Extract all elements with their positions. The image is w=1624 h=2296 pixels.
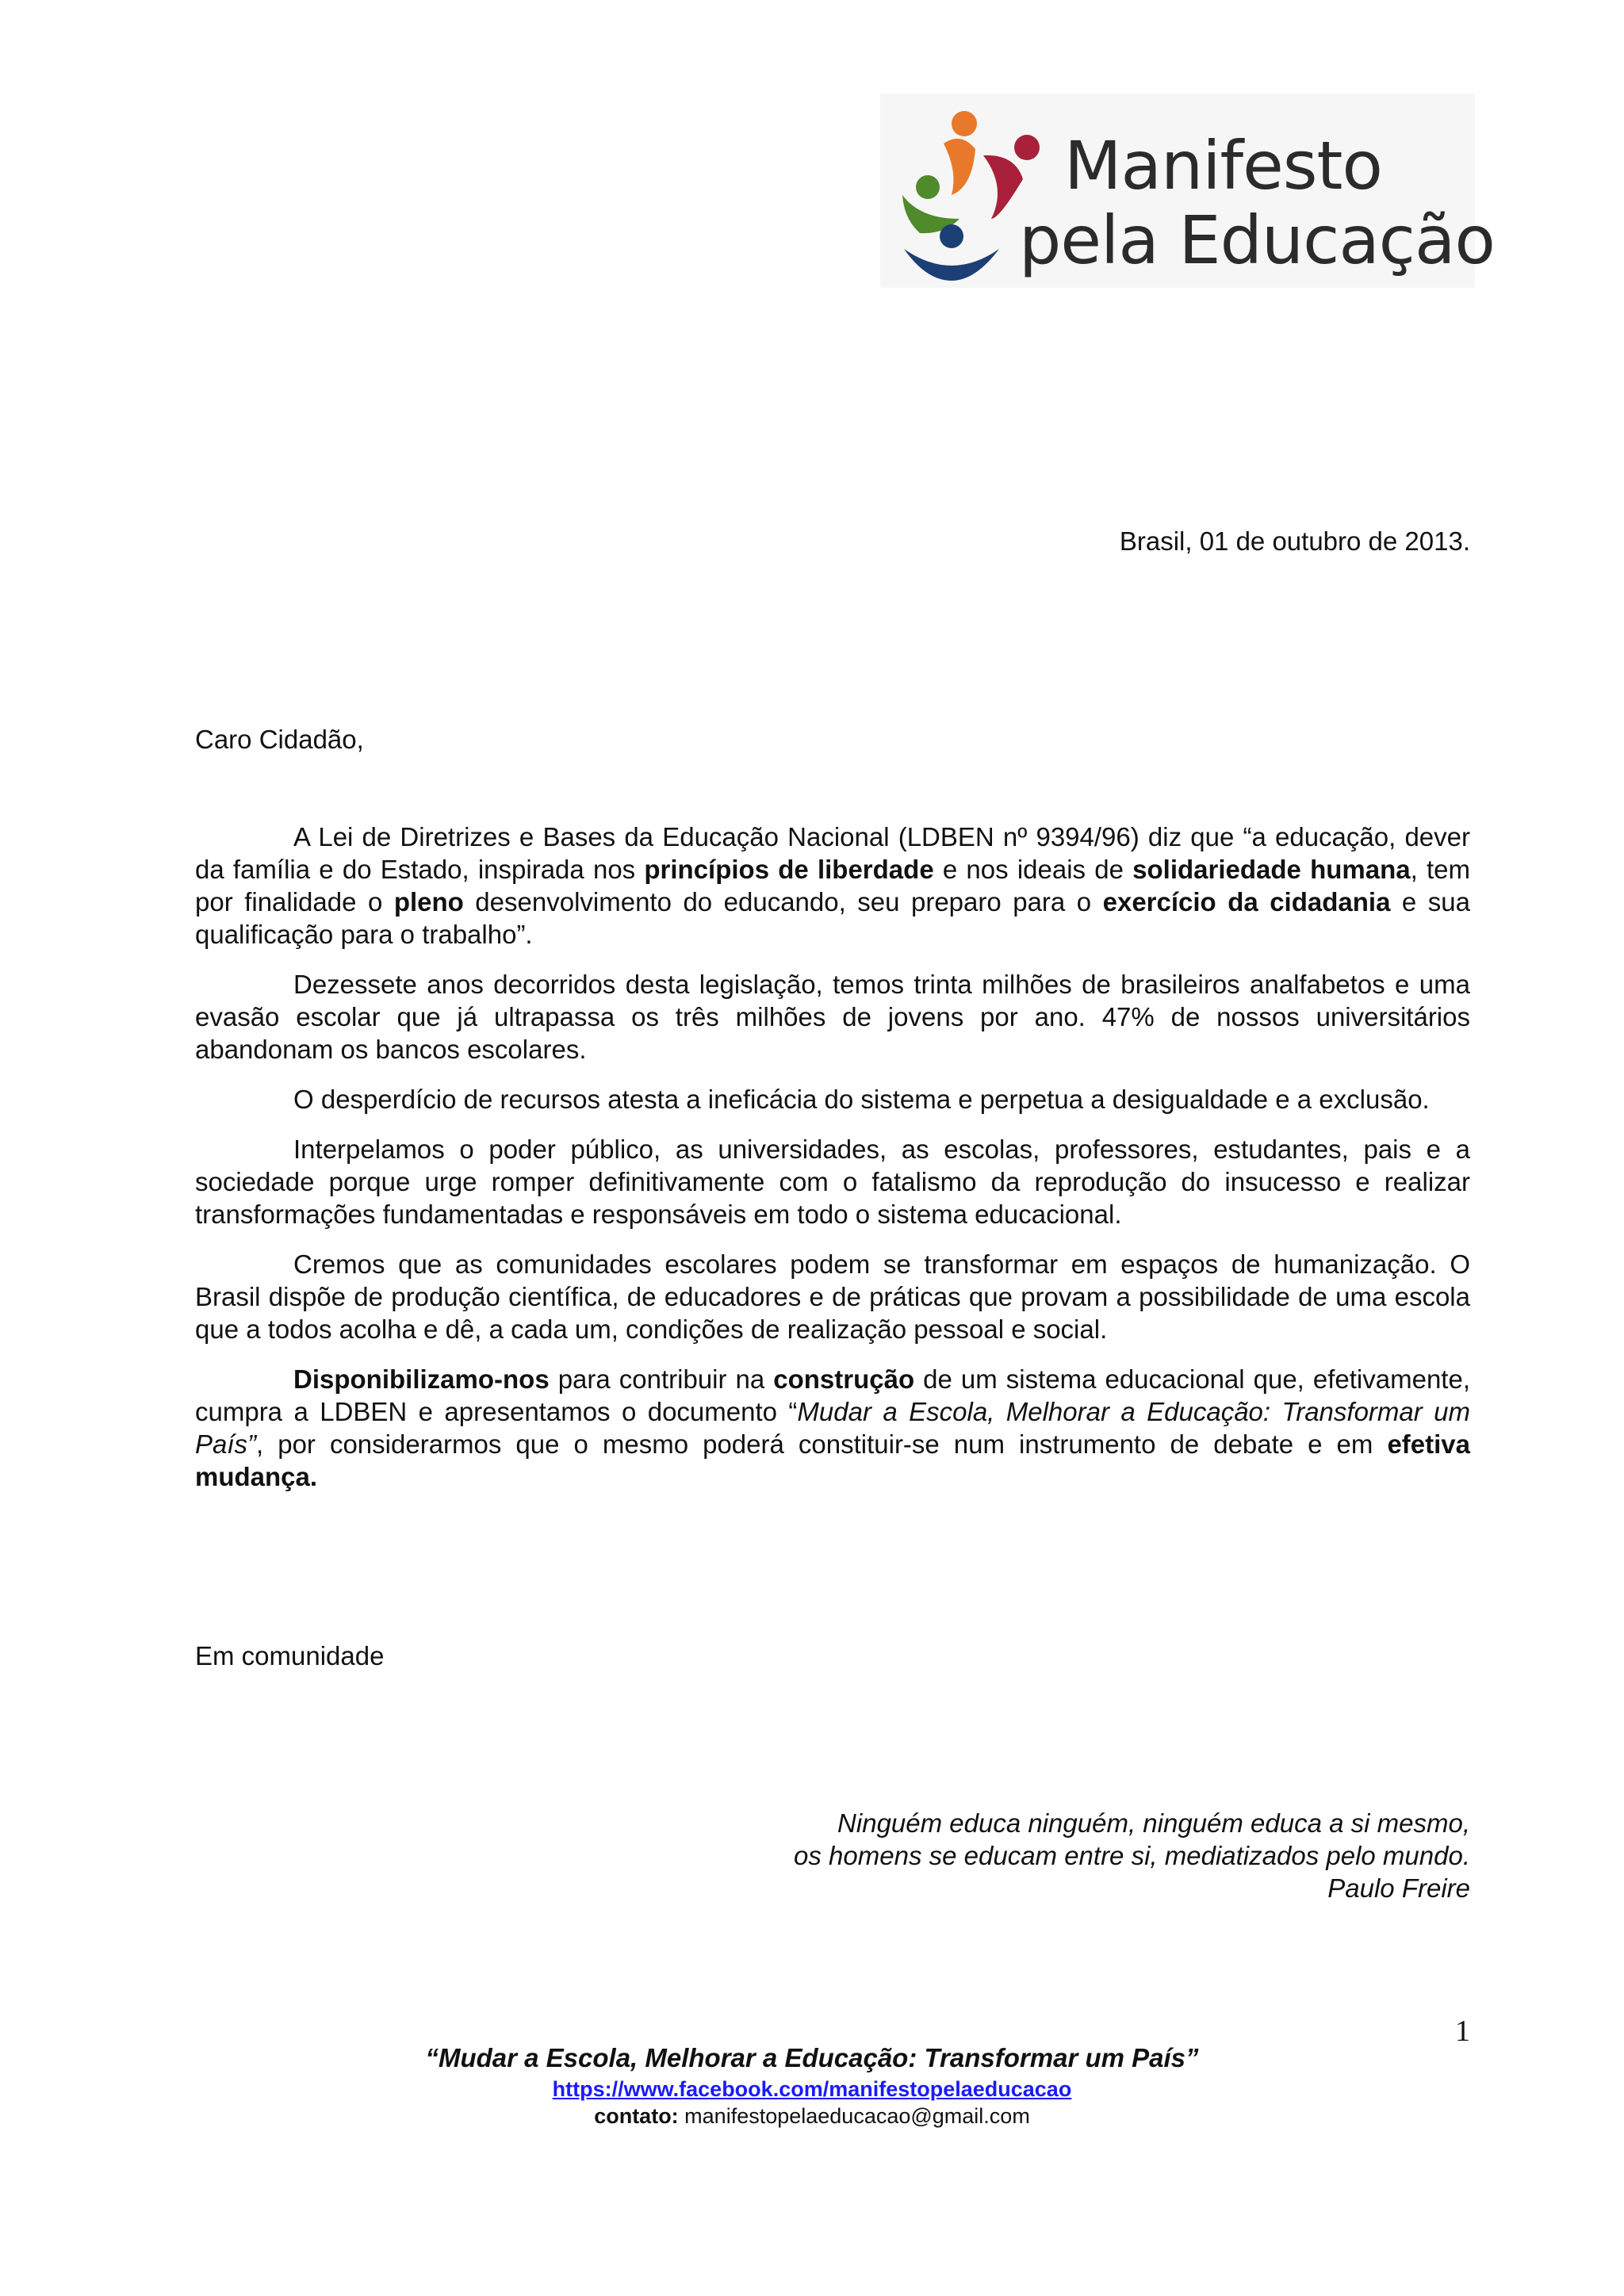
- paragraph-2: Dezessete anos decorridos desta legislação, temos trinta milhões de brasileiros analfabetos e uma evasão escolar que já ultrapassa os três milhões de jovens por ano. 47% de nossos universitários abandonam os bancos escolares.: [195, 970, 1470, 1064]
- quote-line-2: os homens se educam entre si, mediatizados pelo mundo.: [794, 1841, 1470, 1870]
- logo-text-line2: pela Educação: [1019, 201, 1495, 279]
- facebook-link[interactable]: https://www.facebook.com/manifestopelaeducacao: [552, 2077, 1072, 2101]
- closing: Em comunidade: [195, 1641, 385, 1670]
- footer-contact: contato: manifestopelaeducacao@gmail.com: [594, 2104, 1030, 2128]
- letter-body: [195, 821, 1470, 1510]
- paragraph-4: Interpelamos o poder público, as universidades, as escolas, professores, estudantes, pais e a sociedade porque urge romper definitivamente com o fatalismo da reprodução do insucesso e realizar transformações fundamentadas e responsáveis em todo o sistema educacional.: [195, 1135, 1470, 1229]
- logo-text-line1: Manifesto: [1064, 127, 1382, 205]
- footer-title: “Mudar a Escola, Melhorar a Educação: Transformar um País”: [425, 2043, 1199, 2072]
- quote-author: Paulo Freire: [1327, 1873, 1470, 1903]
- salutation: Caro Cidadão,: [195, 725, 364, 754]
- letter-date: Brasil, 01 de outubro de 2013.: [1119, 526, 1470, 556]
- paragraph-1: A Lei de Diretrizes e Bases da Educação Nacional (LDBEN nº 9394/96) diz que “a educação, dever da família e do Estado, inspirada nos princípios de liberdade e nos ideais de solidariedade humana, tem por finalidade o pleno desenvolvimento do educando, seu preparo para o exercício da cidadania e sua qualificação para o trabalho”.: [195, 822, 1470, 949]
- paragraph-6: Disponibilizamo-nos para contribuir na construção de um sistema educacional que, efetivamente, cumpra a LDBEN e apresentamos o documento “Mudar a Escola, Melhorar a Educação: Transformar um País”, por considerarmos que o mesmo poderá constituir-se num instrumento de debate e em efetiva mudança.: [195, 1364, 1470, 1491]
- quote-line-1: Ninguém educa ninguém, ninguém educa a si mesmo,: [837, 1808, 1470, 1838]
- footer: [0, 2041, 1624, 2130]
- epigraph-quote: [794, 1807, 1470, 1904]
- page-number: 1: [1455, 2015, 1470, 2048]
- paragraph-3: O desperdício de recursos atesta a ineficácia do sistema e perpetua a desigualdade e a exclusão.: [293, 1085, 1430, 1114]
- paragraph-5: Cremos que as comunidades escolares podem se transformar em espaços de humanização. O Brasil dispõe de produção científica, de educadores e de práticas que provam a possibilidade de uma escola que a todos acolha e dê, a cada um, condições de realização pessoal e social.: [195, 1249, 1470, 1344]
- manifesto-logo: [880, 94, 1495, 288]
